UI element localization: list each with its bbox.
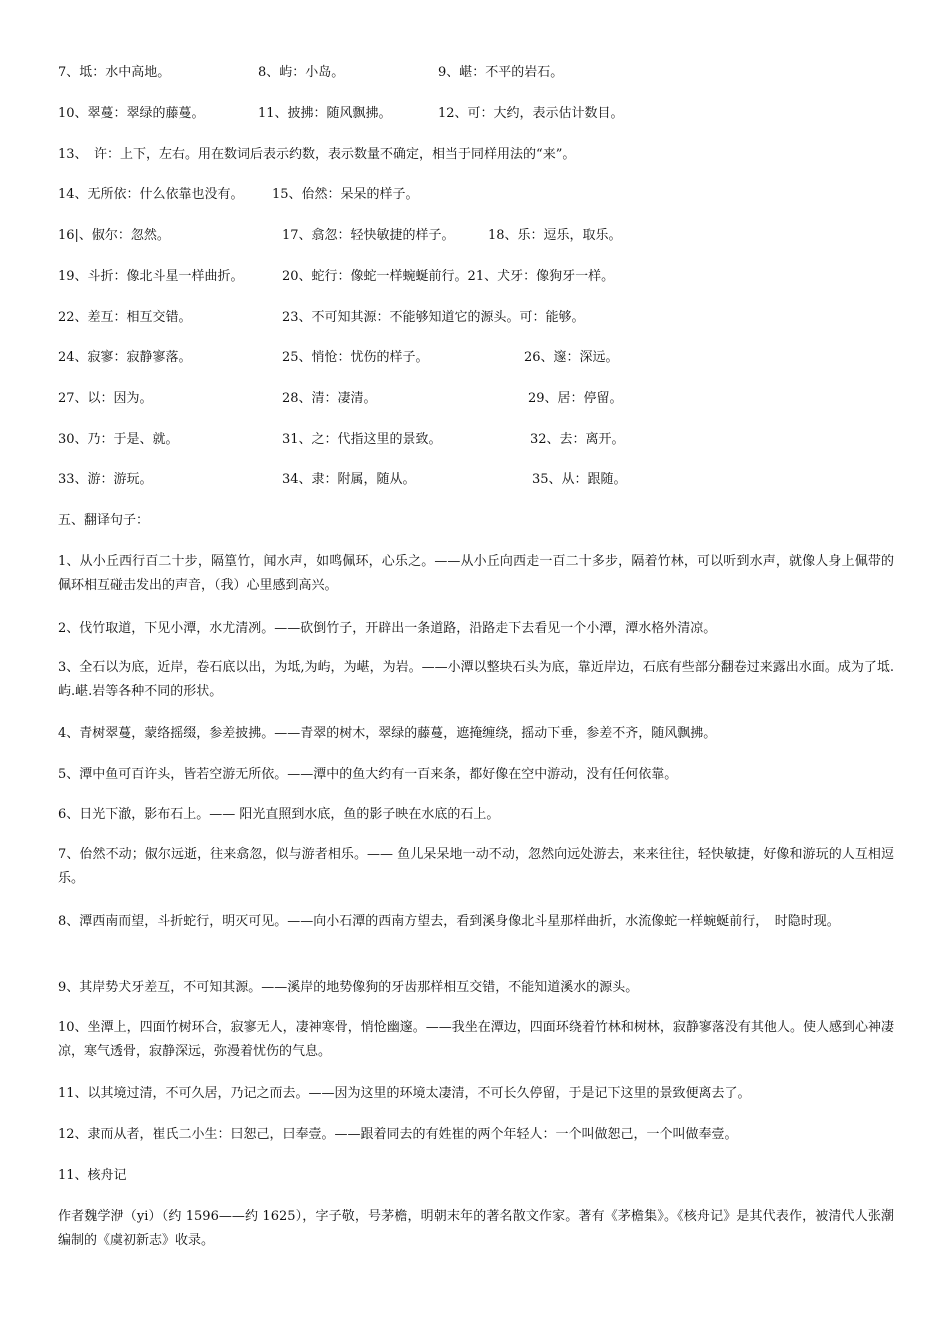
translation-item: 3、全石以为底，近岸，卷石底以出，为坻,为屿，为嵁，为岩。——小潭以整块石头为底，靠近岸边，石底有些部分翻卷过来露出水面。成为了坻.屿.嵁.岩等各种不同的形状。 [58, 660, 894, 699]
translation-item: 12、隶而从者，崔氏二小生：曰恕己，曰奉壹。——跟着同去的有姓崔的两个年轻人：一个叫做恕己，一个叫做奉壹。 [58, 1127, 738, 1142]
glossary-entry: 31、之：代指这里的景致。 [282, 432, 442, 447]
translation-item: 6、日光下澈，影布石上。—— 阳光直照到水底，鱼的影子映在水底的石上。 [58, 807, 500, 822]
translation-item: 9、其岸势犬牙差互，不可知其源。——溪岸的地势像狗的牙齿那样相互交错，不能知道溪水的源头。 [58, 980, 639, 995]
glossary-entry: 25、悄怆：忧伤的样子。 [282, 350, 429, 365]
glossary-entry: 10、翠蔓：翠绿的藤蔓。 [58, 106, 205, 121]
translation-item: 10、坐潭上，四面竹树环合，寂寥无人，凄神寒骨，悄怆幽邃。——我坐在潭边，四面环绕着竹林和树林，寂静寥落没有其他人。使人感到心神凄凉，寒气透骨，寂静深远，弥漫着忧伤的气息。 [58, 1020, 894, 1059]
glossary-entry: 19、斗折：像北斗星一样曲折。 [58, 269, 244, 284]
chapter-intro: 作者魏学洢（yi）（约 1596——约 1625），字子敬，号茅檐，明朝末年的著名散文作家。著有《茅檐集》。《核舟记》是其代表作，被清代人张潮编制的《虞初新志》收录。 [58, 1209, 894, 1248]
glossary-entry: 23、不可知其源：不能够知道它的源头。可：能够。 [282, 310, 585, 325]
translation-item: 4、青树翠蔓，蒙络摇缀，参差披拂。——青翠的树木，翠绿的藤蔓，遮掩缠绕，摇动下垂，参差不齐，随风飘拂。 [58, 726, 717, 741]
translation-item: 1、从小丘西行百二十步，隔篁竹，闻水声，如鸣佩环，心乐之。——从小丘向西走一百二十多步，隔着竹林，可以听到水声，就像人身上佩带的佩环相互碰击发出的声音，（我）心里感到高兴。 [58, 554, 894, 593]
glossary-entry: 32、去：离开。 [530, 432, 625, 447]
section-title: 五、翻译句子： [58, 513, 150, 528]
glossary-entry: 8、屿：小岛。 [258, 65, 345, 80]
translation-item: 2、伐竹取道，下见小潭，水尤清冽。——砍倒竹子，开辟出一条道路，沿路走下去看见一个小潭，潭水格外清凉。 [58, 621, 717, 636]
translation-item: 8、潭西南而望，斗折蛇行，明灭可见。——向小石潭的西南方望去，看到溪身像北斗星那样曲折，水流像蛇一样蜿蜒前行， 时隐时现。 [58, 914, 840, 929]
glossary-entry: 18、乐：逗乐，取乐。 [488, 228, 622, 243]
glossary-entry: 14、无所依：什么依靠也没有。 [58, 187, 244, 202]
glossary-entry: 29、居：停留。 [528, 391, 623, 406]
glossary-entry: 28、清：凄清。 [282, 391, 377, 406]
glossary-entry: 16|、俶尔：忽然。 [58, 228, 170, 243]
translation-item: 5、潭中鱼可百许头，皆若空游无所依。——潭中的鱼大约有一百来条，都好像在空中游动，没有任何依靠。 [58, 767, 678, 782]
glossary-entry: 11、披拂：随风飘拂。 [258, 106, 392, 121]
glossary-entry: 27、以：因为。 [58, 391, 153, 406]
translation-item: 11、以其境过清，不可久居，乃记之而去。——因为这里的环境太凄清，不可长久停留，于是记下这里的景致便离去了。 [58, 1086, 751, 1101]
glossary-entry: 24、寂寥：寂静寥落。 [58, 350, 192, 365]
glossary-entry: 12、可：大约，表示估计数目。 [438, 106, 624, 121]
glossary-entry: 13、 许：上下，左右。用在数词后表示约数，表示数量不确定，相当于同样用法的“来”。 [58, 147, 576, 162]
translation-item: 7、佁然不动；俶尔远逝，往来翕忽，似与游者相乐。—— 鱼儿呆呆地一动不动，忽然向远处游去，来来往往，轻快敏捷，好像和游玩的人互相逗乐。 [58, 847, 894, 886]
glossary-entry: 20、蛇行：像蛇一样蜿蜒前行。21、犬牙：像狗牙一样。 [282, 269, 615, 284]
glossary-entry: 22、差互：相互交错。 [58, 310, 192, 325]
glossary-entry: 7、坻：水中高地。 [58, 65, 171, 80]
glossary-entry: 35、从：跟随。 [532, 472, 627, 487]
glossary-entry: 34、隶：附属，随从。 [282, 472, 416, 487]
glossary-entry: 30、乃：于是、就。 [58, 432, 179, 447]
glossary-entry: 17、翕忽：轻快敏捷的样子。 [282, 228, 455, 243]
glossary-entry: 26、邃：深远。 [524, 350, 619, 365]
chapter-title: 11、核舟记 [58, 1168, 127, 1183]
glossary-entry: 33、游：游玩。 [58, 472, 153, 487]
glossary-entry: 15、佁然：呆呆的样子。 [272, 187, 419, 202]
glossary-entry: 9、嵁：不平的岩石。 [438, 65, 564, 80]
